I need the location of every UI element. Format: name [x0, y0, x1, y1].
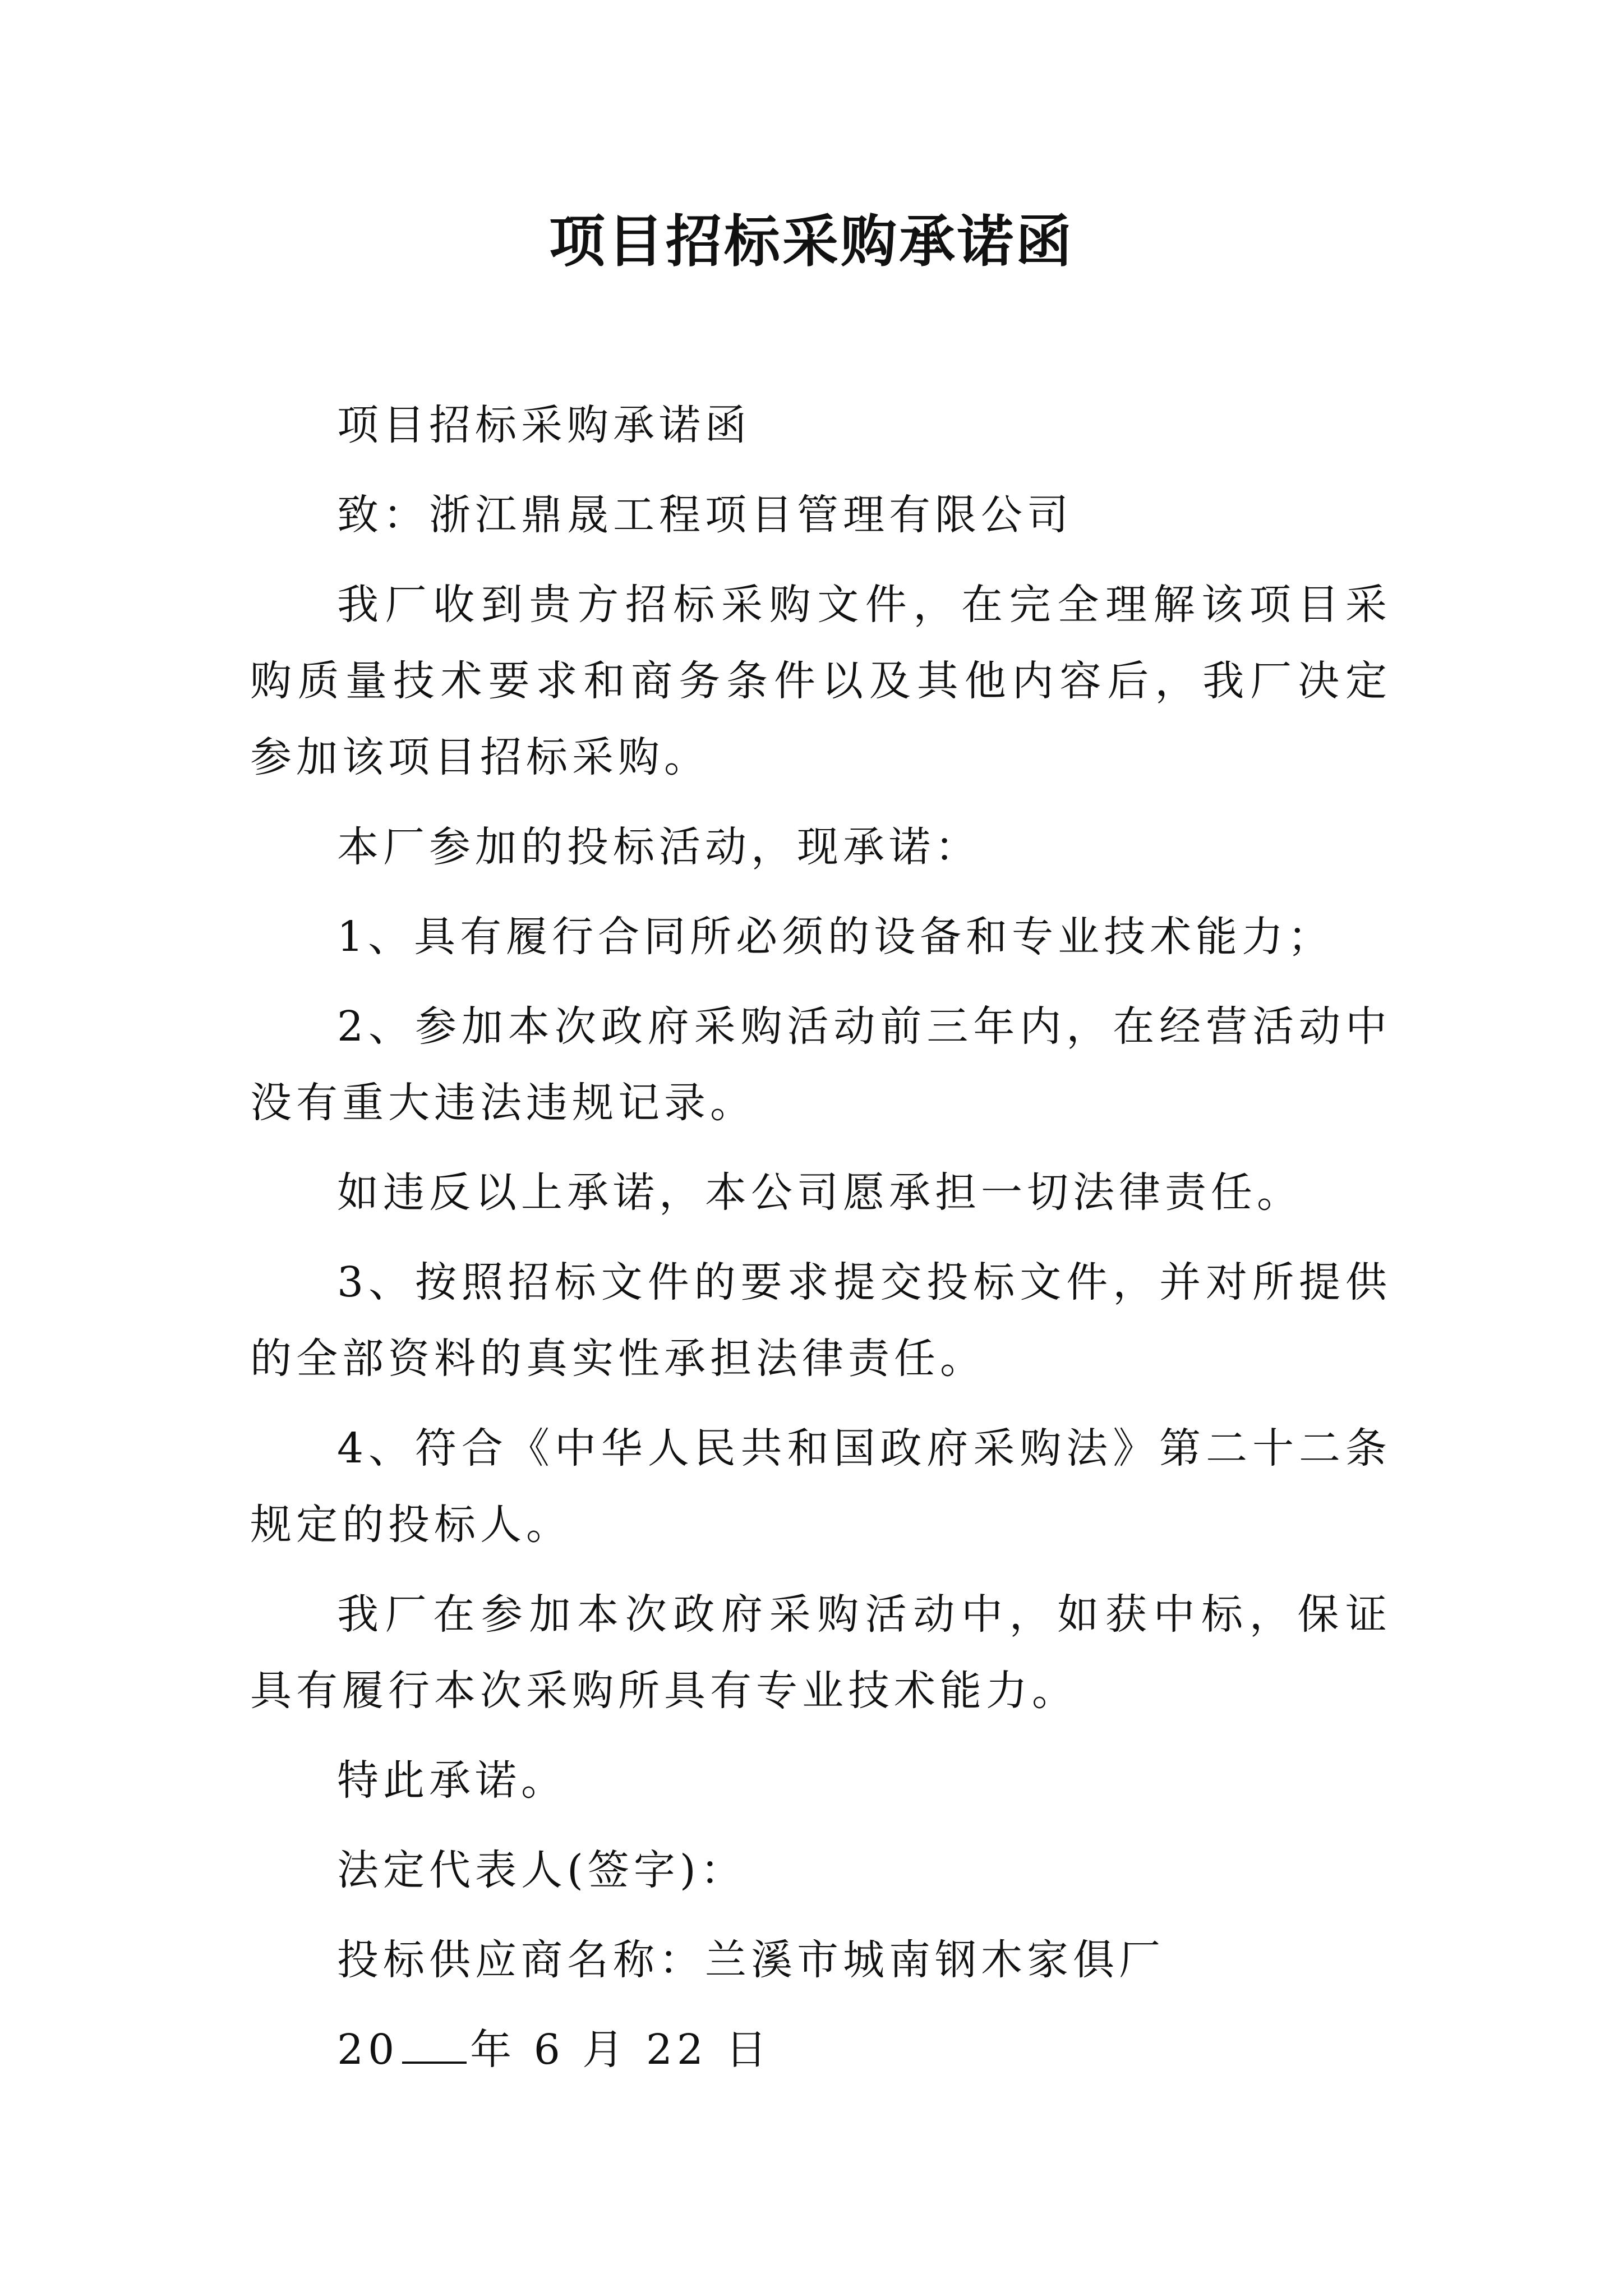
document-body [250, 387, 1391, 2101]
subtitle-line: 项目招标采购承诺函 [337, 401, 751, 449]
date-year-prefix: 20 [337, 2026, 399, 2074]
signature-label: 法定代表人(签字)： [337, 1846, 746, 1894]
paragraph-item-2: 2、参加本次政府采购活动前三年内，在经营活动中没有重大违法违规记录。 [250, 1002, 1391, 1127]
date-line [250, 2012, 1391, 2088]
paragraph-liability: 如违反以上承诺，本公司愿承担一切法律责任。 [337, 1168, 1303, 1217]
paragraph-commitment-lead: 本厂参加的投标活动，现承诺： [337, 823, 981, 871]
paragraph-item-3: 3、按照招标文件的要求提交投标文件，并对所提供的全部资料的真实性承担法律责任。 [250, 1258, 1391, 1383]
paragraph-item-1: 1、具有履行合同所必须的设备和专业技术能力； [337, 913, 1334, 961]
date-rest: 年 6 月 22 日 [470, 2026, 772, 2074]
recipient-line: 致：浙江鼎晟工程项目管理有限公司 [337, 491, 1073, 539]
supplier-name-line: 投标供应商名称：兰溪市城南钢木家俱厂 [337, 1936, 1165, 1984]
document-title: 项目招标采购承诺函 [549, 208, 1074, 274]
paragraph-item-4: 4、符合《中华人民共和国政府采购法》第二十二条规定的投标人。 [250, 1424, 1391, 1549]
paragraph-intro: 我厂收到贵方招标采购文件，在完全理解该项目采购质量技术要求和商务条件以及其他内容后，我厂决定参加该项目招标采购。 [250, 581, 1391, 781]
date-year-blank [402, 2028, 467, 2064]
paragraph-closing: 特此承诺。 [337, 1756, 567, 1805]
paragraph-guarantee: 我厂在参加本次政府采购活动中，如获中标，保证具有履行本次采购所具有专业技术能力。 [250, 1590, 1391, 1715]
